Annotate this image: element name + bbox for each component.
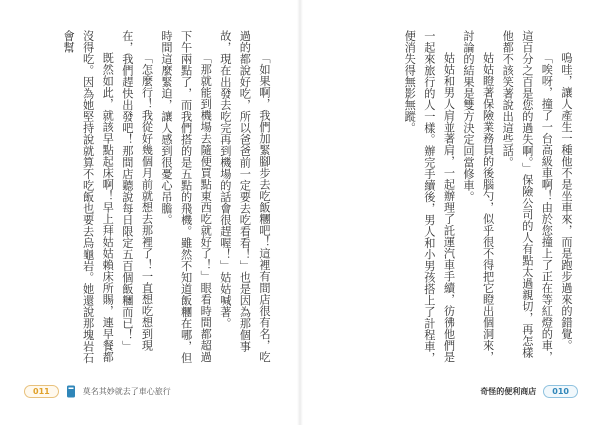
paragraph: 「那就能到機場去隨便買點東西吃就好了！」眼看時間都超過下午兩點了，而我們搭的是五點的飛機。雖然不知道飯糰在哪，但時間這麼緊迫，讓人感到很憂心吊膽。	[160, 30, 213, 364]
paragraph: 姑姑和男人肩並著肩，一起辦理了託運汽車手續，彷彿他們是一起來旅行的人一樣。辦完手續後，男人和小男孩搭上了計程車，便消失得無影無蹤。	[403, 30, 456, 364]
running-book-title: 莫名其妙就去了車心旅行	[82, 386, 171, 396]
paragraph: 嗚哇，讓人產生一種他不是坐車來，而是跑步過來的錯覺。	[560, 52, 573, 352]
paragraph: 「唉呀，撞了一台高級車啊！由於您撞上了正在等紅燈的車，這百分之百是您的過失啊。」保險公司的人有點太過親切，再怎樣他都不該笑著說出這些話。	[501, 30, 554, 363]
book-icon	[66, 385, 76, 398]
left-page-text	[34, 30, 274, 366]
left-page-footer	[24, 383, 171, 399]
paragraph: 「如果啊，我們加緊腳步去吃飯糰吧！這裡有間店很有名，吃過的都說好吃，所以爸爸前一定要去吃看看！」也是因為那個事故，現在出發去吃完再到機場的話會很趕喔！」姑姑喊著。	[218, 30, 271, 363]
right-page-text	[344, 30, 576, 366]
right-page	[300, 0, 600, 425]
paragraph: 既然如此，就該早點起床啊！早上拜姑姑賴床所賜，連早餐都沒得吃。因為她堅持說就算不吃飯也要去烏龜岩。她還說那塊岩石會幫	[62, 30, 115, 364]
chapter-title: 奇怪的便利商店	[480, 386, 537, 396]
page-number: 011	[24, 385, 59, 398]
page-number: 010	[543, 385, 578, 398]
paragraph: 姑姑瞪著保險業務員的後腦勺，似乎很不得把它瞪出個洞來，討論的結果是雙方決定回當修車。	[462, 30, 495, 363]
paragraph: 「怎麼行！我從好幾個月前就想去那裡了！一直想吃想到現在，我們趕快出發吧！那間店聽說每日限定五百個飯糰而已！」	[120, 30, 154, 352]
right-page-footer	[480, 383, 578, 399]
